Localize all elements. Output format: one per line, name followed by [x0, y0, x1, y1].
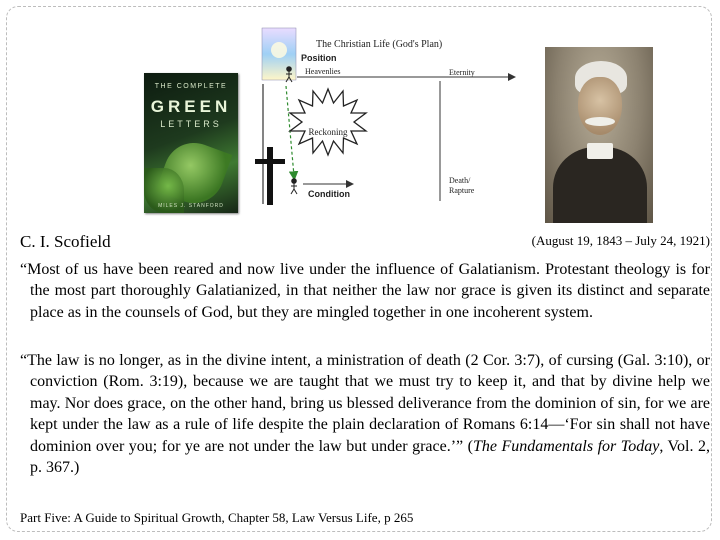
cross-icon: [252, 145, 288, 207]
death-label: Death/: [449, 176, 471, 185]
reckoning-label: Reckoning: [308, 127, 348, 137]
footer-reference: Part Five: A Guide to Spiritual Growth, Chapter 58, Law Versus Life, p 265: [20, 510, 414, 525]
person-name: C. I. Scofield: [20, 232, 111, 251]
heavenly-light: [271, 42, 287, 58]
reckoning-starburst: [290, 89, 366, 155]
christian-life-diagram: [250, 26, 520, 212]
book-author: MILES J. STANFORD: [158, 203, 224, 209]
position-label: Position: [301, 53, 337, 63]
condition-figure-icon: [291, 179, 297, 194]
portrait-collar: [587, 143, 613, 159]
person-dates: (August 19, 1843 – July 24, 1921): [531, 233, 710, 248]
diagram-title: The Christian Life (God's Plan): [316, 39, 443, 50]
source-title: The Fundamentals for Today: [473, 437, 660, 455]
source-citation: , Vol. 2, p. 367.): [30, 437, 711, 477]
quote-2-text: “The law is no longer, as in the divine intent, a ministration of death (2 Cor. 3:7), of cursing (Gal. 3:10), or conviction (Rom. 3:19), because we are taught that we must try to keep it, and that by divine help we may. Nor does grace, on the other hand, bring us blessed deliverance from the dominion of sin, for we are kept under the law as a rule of life despite the plain declaration of Romans 6:14—‘For sin shall not have dominion over you; for ye are not under the law but under grace.’” (: [20, 352, 710, 455]
eternity-label: Eternity: [449, 68, 475, 77]
book-top-text: THE COMPLETE: [154, 83, 228, 90]
portrait-mustache: [585, 117, 615, 126]
book-title: GREEN: [150, 97, 232, 116]
quote-paragraph-1: “Most of us have been reared and now live under the influence of Galatianism. Protestant theology is for the most part thoroughly Galatianized, in that neither the law nor grace is given its distinct and separate place as in the counsels of God, but they are mingled together in one incoherent system.: [20, 261, 710, 321]
quote-paragraph-2: [20, 350, 710, 478]
heavenlies-label: Heavenlies: [305, 67, 341, 76]
portrait-face: [578, 77, 622, 135]
book-subtitle: LETTERS: [160, 119, 222, 129]
scofield-portrait: [545, 47, 653, 223]
book-cover-image: [144, 73, 238, 213]
rapture-label: Rapture: [449, 186, 475, 195]
condition-label: Condition: [308, 189, 350, 199]
